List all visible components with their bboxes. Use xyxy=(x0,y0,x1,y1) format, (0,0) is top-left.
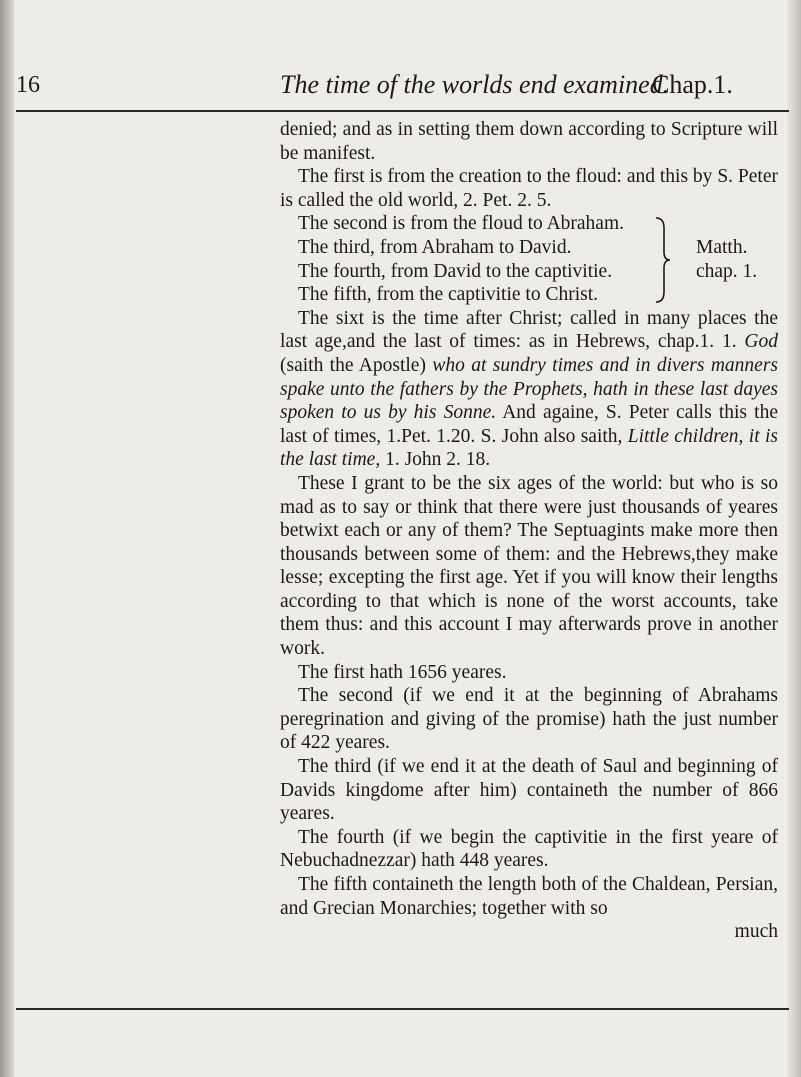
paragraph-5: The first hath 1656 yeares. xyxy=(298,661,507,683)
age-fourth: The fourth, from David to the captivitie. xyxy=(298,260,613,282)
age-second: The second is from the floud to Abraham. xyxy=(298,213,625,235)
header-rule xyxy=(16,110,789,112)
paragraph-3-quote: who at sundry times and in divers manners spake unto the fathers by the Prophets, hath in these last dayes spoken to us by his Sonne. xyxy=(280,354,779,424)
paragraph-3-part-d: 1. John 2. 18. xyxy=(385,449,491,471)
bottom-rule xyxy=(16,1008,789,1010)
age-fifth: The fifth, from the captivitie to Christ. xyxy=(298,284,599,306)
page-edge xyxy=(787,0,801,1077)
paragraph-6: The second (if we end it at the beginning of Abrahams peregrination and giving of the promise) hath the just number of 422 yeares. xyxy=(280,685,778,754)
ages-list xyxy=(280,212,778,306)
paragraph-3-part-a: The sixt is the time after Christ; called in many places the last age,and the last of times: as in Hebrews, chap.1. 1. xyxy=(280,307,778,353)
catchword: much xyxy=(734,921,778,943)
running-title: The time of the worlds end examined. xyxy=(280,70,670,99)
paragraph-3-part-c: And againe, S. Peter calls this the last of times, 1.Pet. 1.20. S. John also saith, xyxy=(280,402,778,447)
chapter-label: Chap.1. xyxy=(652,70,733,99)
page-gutter-shadow xyxy=(0,0,14,1077)
margin-reference xyxy=(670,212,780,283)
paragraph-3-part-b: (saith the Apostle) xyxy=(280,354,426,376)
paragraph-3 xyxy=(280,307,778,472)
paragraph-8: The fourth (if we begin the captivitie in the first yeare of Nebuchadnezzar) hath 448 yeares. xyxy=(280,826,778,872)
paragraph-9: The fifth containeth the length both of the Chaldean, Persian, and Grecian Monarchies; together with so xyxy=(280,874,778,919)
margin-reference-chapter: chap. 1. xyxy=(696,260,758,282)
margin-reference-book: Matth. xyxy=(696,237,748,259)
paragraph-7: The third (if we end it at the death of Saul and beginning of Davids kingdome after him) containeth the number of 866 yeares. xyxy=(280,756,778,825)
paragraph-2: The first is from the creation to the floud: and this by S. Peter is called the old world, 2. Pet. 2. 5. xyxy=(280,166,778,211)
paragraph-3-italic-god: God xyxy=(744,331,778,353)
paragraph-4: These I grant to be the six ages of the world: but who is so mad as to say or think that there were just thousands of yeares betwixt each or any of them? The Septuagints make more then thousands between some of them: and the Hebrews,they make lesse; excepting the first age. Yet if you will know their lengths according to that which is none of the worst accounts, take them thus: and this account I may afterwards prove in another work. xyxy=(280,472,778,660)
age-third: The third, from Abraham to David. xyxy=(298,236,572,258)
paragraph-1: denied; and as in setting them down according to Scripture will be manifest. xyxy=(280,119,778,164)
body-text xyxy=(280,118,778,944)
page-number: 16 xyxy=(16,72,40,98)
paragraph-3-italic-john: Little children, it is the last time, xyxy=(280,425,778,471)
